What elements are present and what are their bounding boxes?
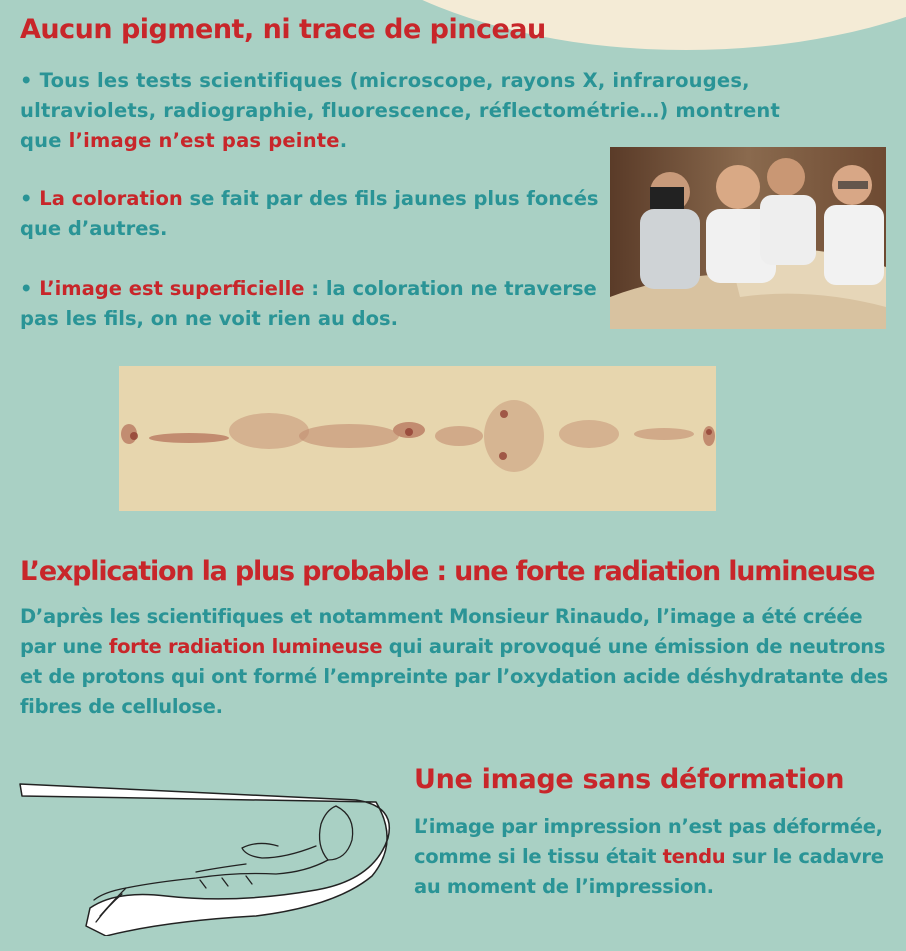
bullet-highlight: l’image n’est pas peinte [68,129,340,152]
paragraph-highlight: tendu [662,845,726,868]
shroud-image-strip [119,366,716,511]
paragraph-text: D’après les scientifiques et notamment Monsieur Rinaudo, l’image a été créée par une [20,605,863,658]
bullet-superficial-image [20,274,600,334]
bullet-text: : la coloration ne traverse pas les fils, on ne voit rien au dos. [20,277,597,330]
section-title-no-deformation: Une image sans déformation [414,764,845,795]
bullet-highlight: L’image est superficielle [39,277,305,300]
bullet-text: se fait par des fils jaunes plus foncés que d’autres. [20,187,599,240]
bullet-text-end: . [339,129,348,152]
bullet-highlight: La coloration [39,187,183,210]
bullet-marker: • [20,187,40,210]
paragraph-text-end: sur le cadavre au moment de l’impression. [414,845,884,898]
paragraph-highlight: forte radiation lumineuse [108,635,383,658]
bullet-text: • Tous les tests scientifiques (microscope, rayons X, infrarouges, ultraviolets, radiographie, fluorescence, réflectométrie…) montrent que [20,69,780,152]
bullet-marker: • [20,277,40,300]
no-deformation-paragraph [414,812,894,902]
scientists-examining-shroud-photo [610,147,886,329]
bullet-coloration [20,184,600,244]
paragraph-text-end: qui aurait provoqué une émission de neutrons et de protons qui ont formé l’empreinte par l’oxydation acide déshydratante des fibres de cellulose. [20,635,888,718]
explanation-paragraph [20,602,890,722]
section-title-no-pigment: Aucun pigment, ni trace de pinceau [20,14,546,45]
bullet-scientific-tests [20,66,780,156]
shroud-wrapping-body-drawing [16,776,396,936]
section-title-explanation: L’explication la plus probable : une forte radiation lumineuse [20,556,875,587]
paragraph-text: L’image par impression n’est pas déformée, comme si le tissu était [414,815,883,868]
